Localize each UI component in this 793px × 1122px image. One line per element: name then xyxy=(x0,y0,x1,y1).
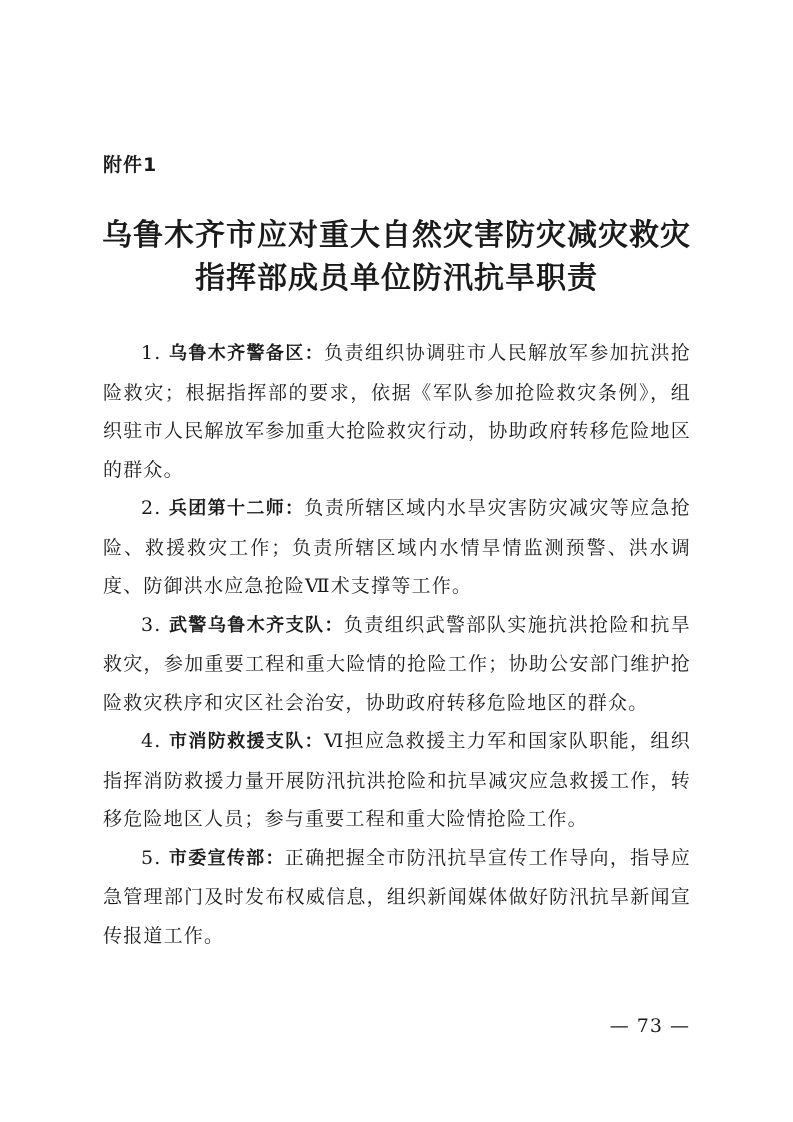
page-number: — 73 — xyxy=(609,1015,690,1037)
paragraph-heading: 兵团第十二师： xyxy=(168,498,305,519)
paragraph-number: 4. xyxy=(141,730,169,752)
attachment-label: 附件1 xyxy=(103,154,158,176)
paragraph-number: 1. xyxy=(141,342,169,364)
paragraph-text: 负责组织协调驻市人民解放军参加抗洪抢险救灾；根据指挥部的要求，依据《军队参加抢险救灾条例》，组织驻市人民解放军参加重大抢险救灾行动，协助政府转移危险地区的群众。 xyxy=(103,342,691,481)
paragraph-5 xyxy=(103,839,691,956)
paragraph-text: 负责组织武警部队实施抗洪抢险和抗旱救灾，参加重要工程和重大险情的抢险工作；协助公安部门维护抢险救灾秩序和灾区社会治安，协助政府转移危险地区的群众。 xyxy=(103,613,691,714)
paragraph-heading: 武警乌鲁木齐支队： xyxy=(169,614,344,636)
paragraph-text: Ⅵ担应急救援主力军和国家队职能，组织指挥消防救援力量开展防汛抗洪抢险和抗旱减灾应急救援工作，转移危险地区人员；参与重要工程和重大险情抢险工作。 xyxy=(103,730,691,830)
paragraph-heading: 乌鲁木齐警备区： xyxy=(168,343,325,364)
paragraph-text: 负责所辖区域内水旱灾害防灾减灾等应急抢险、救援救灾工作；负责所辖区域内水情旱情监测预警、洪水调度、防御洪水应急抢险Ⅶ术支撑等工作。 xyxy=(103,497,691,597)
paragraph-number: 5. xyxy=(141,846,169,869)
paragraph-text: 正确把握全市防汛抗旱宣传工作导向，指导应急管理部门及时发布权威信息，组织新闻媒体做好防汛抗旱新闻宣传报道工作。 xyxy=(103,846,691,947)
paragraph-heading: 市消防救援支队： xyxy=(168,731,325,752)
paragraph-number: 3. xyxy=(141,613,169,636)
paragraph-4 xyxy=(103,722,691,839)
paragraph-3 xyxy=(103,606,691,723)
document-body xyxy=(103,334,691,955)
document-title-line-1: 乌鲁木齐市应对重大自然灾害防灾减灾救灾 xyxy=(102,218,691,253)
paragraph-heading: 市委宣传部： xyxy=(168,847,285,869)
paragraph-1 xyxy=(103,334,691,489)
paragraph-number: 2. xyxy=(141,497,169,519)
document-title-line-2: 指挥部成员单位防汛抗旱职责 xyxy=(195,261,598,296)
paragraph-2 xyxy=(103,489,691,606)
